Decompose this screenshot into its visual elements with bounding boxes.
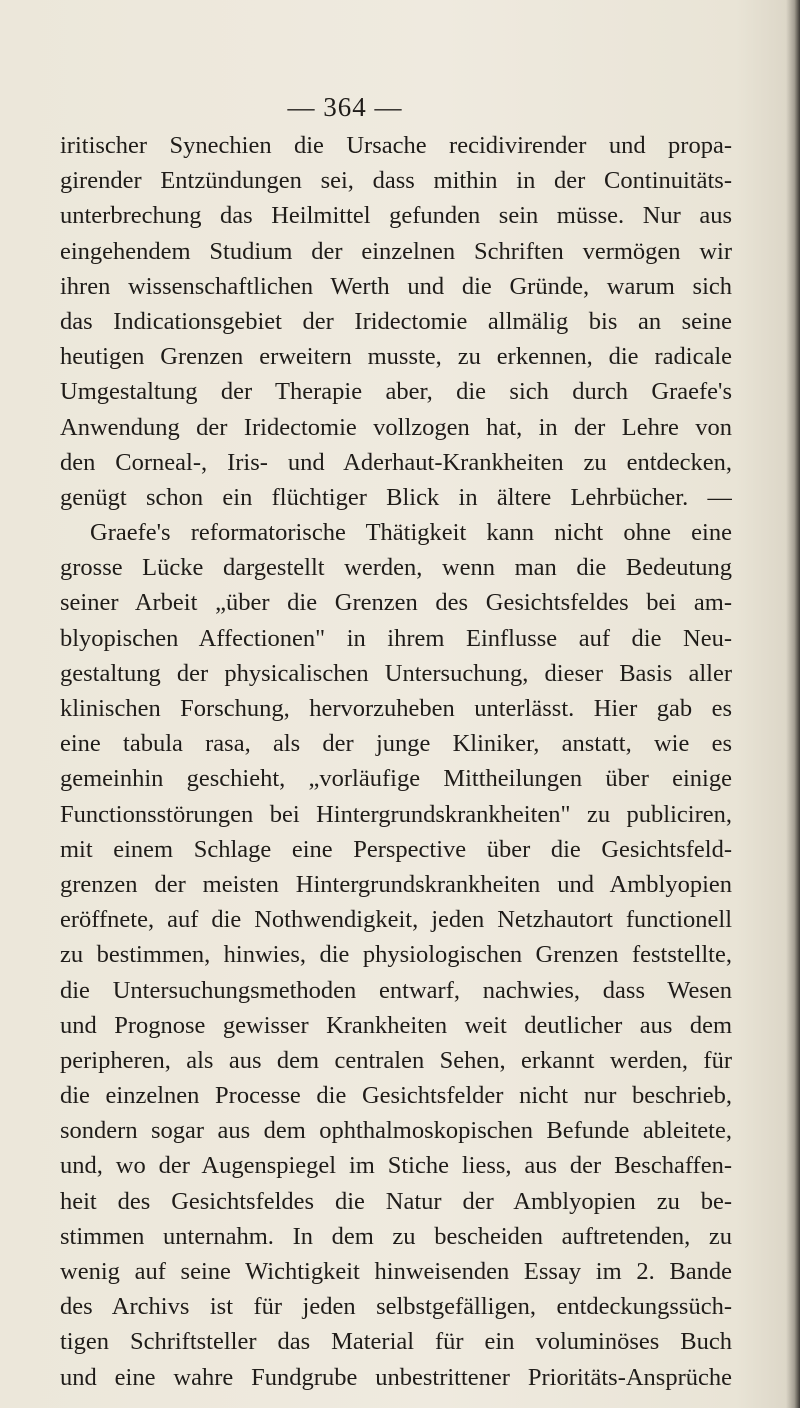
text-line: girender Entzündungen sei, dass mithin in der Continuitäts- [60, 167, 732, 195]
text-line: Graefe's reformatorische Thätigkeit kann nicht ohne eine [90, 519, 732, 547]
text-line: den Corneal-, Iris- und Aderhaut-Krankheiten zu entdecken, [60, 448, 732, 476]
text-line: zu bestimmen, hinwies, die physiologischen Grenzen feststellte, [60, 941, 732, 969]
text-line: iritischer Synechien die Ursache recidivirender und propa- [60, 132, 732, 159]
text-line: das Indicationsgebiet der Iridectomie allmälig bis an seine [60, 307, 732, 335]
text-line: die Untersuchungsmethoden entwarf, nachwies, dass Wesen [60, 976, 732, 1004]
text-line: grosse Lücke dargestellt werden, wenn man die Bedeutung [60, 554, 732, 582]
text-line: Anwendung der Iridectomie vollzogen hat, in der Lehre von [60, 413, 732, 441]
text-line: blyopischen Affectionen" in ihrem Einflusse auf die Neu- [60, 624, 732, 652]
text-line: grenzen der meisten Hintergrundskrankheiten und Amblyopien [60, 870, 732, 898]
text-line: gestaltung der physicalischen Untersuchung, dieser Basis aller [60, 659, 732, 687]
binding-edge-shadow [786, 0, 800, 1408]
text-line: Functionsstörungen bei Hintergrundskrankheiten" zu publiciren, [60, 800, 732, 828]
text-line: stimmen unternahm. In dem zu bescheiden auftretenden, zu [60, 1222, 732, 1250]
text-line: heit des Gesichtsfeldes die Natur der Amblyopien zu be- [60, 1187, 732, 1215]
text-line: tigen Schriftsteller das Material für ein voluminöses Buch [60, 1328, 732, 1356]
text-line: eröffnete, auf die Nothwendigkeit, jeden Netzhautort functionell [60, 906, 732, 934]
text-line: Umgestaltung der Therapie aber, die sich durch Graefe's [60, 378, 732, 406]
text-line: gemeinhin geschieht, „vorläufige Mittheilungen über einige [60, 765, 732, 793]
text-line: peripheren, als aus dem centralen Sehen, erkannt werden, für [60, 1046, 732, 1074]
text-line: mit einem Schlage eine Perspective über die Gesichtsfeld- [60, 835, 732, 863]
text-line: klinischen Forschung, hervorzuheben unterlässt. Hier gab es [60, 695, 732, 722]
text-line: eine tabula rasa, als der junge Kliniker, anstatt, wie es [60, 730, 732, 758]
text-line: und Prognose gewisser Krankheiten weit deutlicher aus dem [60, 1011, 732, 1039]
text-line: heutigen Grenzen erweitern musste, zu erkennen, die radicale [60, 343, 732, 371]
text-line: und eine wahre Fundgrube unbestrittener Prioritäts-Ansprüche [60, 1363, 732, 1391]
text-line: genügt schon ein flüchtiger Blick in ältere Lehrbücher. — [60, 483, 732, 511]
text-line: seiner Arbeit „über die Grenzen des Gesichtsfeldes bei am- [60, 589, 732, 617]
body-text [60, 128, 732, 1395]
page-number: — 364 — [287, 92, 403, 122]
text-line: die einzelnen Processe die Gesichtsfelder nicht nur beschrieb, [60, 1082, 732, 1110]
text-line: wenig auf seine Wichtigkeit hinweisenden Essay im 2. Bande [60, 1258, 732, 1285]
text-line: ihren wissenschaftlichen Werth und die Gründe, warum sich [60, 272, 732, 300]
text-line: unterbrechung das Heilmittel gefunden sein müsse. Nur aus [60, 202, 732, 230]
text-line: und, wo der Augenspiegel im Stiche liess, aus der Beschaffen- [60, 1152, 732, 1180]
text-line: sondern sogar aus dem ophthalmoskopischen Befunde ableitete, [60, 1117, 732, 1145]
text-line: des Archivs ist für jeden selbstgefälligen, entdeckungssüch- [60, 1293, 732, 1321]
text-line: eingehendem Studium der einzelnen Schriften vermögen wir [60, 237, 732, 265]
